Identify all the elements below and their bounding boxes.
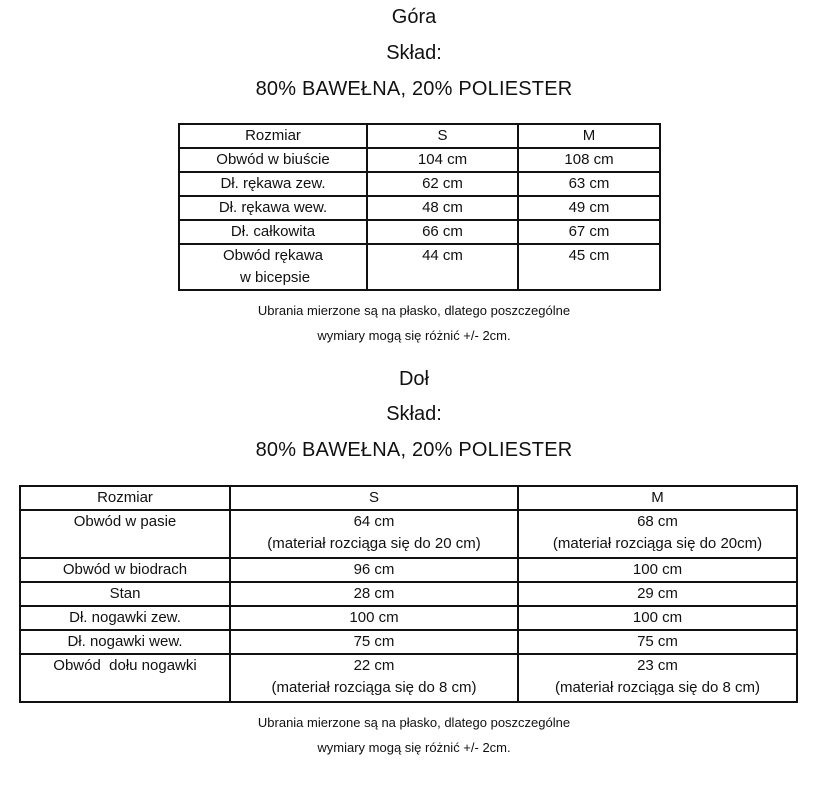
header-s: S: [230, 486, 518, 510]
row-label: Obwód w biodrach: [20, 558, 230, 582]
row-value-s: 96 cm: [230, 558, 518, 582]
row-label: Dł. rękawa zew.: [179, 172, 367, 196]
bottom-note-line2: wymiary mogą się różnić +/- 2cm.: [317, 740, 511, 755]
value-s-note: (materiał rozciąga się do 20 cm): [267, 535, 481, 552]
row-value-m: [518, 510, 797, 558]
row-label: Stan: [20, 582, 230, 606]
table-row: [179, 220, 660, 244]
row-label: [20, 654, 230, 702]
row-label-line2: w bicepsie: [235, 269, 311, 286]
row-value-s: 100 cm: [230, 606, 518, 630]
bottom-composition: 80% BAWEŁNA, 20% POLIESTER: [255, 439, 573, 461]
row-label: Dł. nogawki wew.: [20, 630, 230, 654]
row-value-m: 108 cm: [518, 148, 660, 172]
header-m: M: [518, 486, 797, 510]
bottom-title: Doł: [398, 368, 429, 390]
row-label: [179, 244, 367, 290]
row-label: Obwód w biuście: [179, 148, 367, 172]
row-value-s: 48 cm: [367, 196, 518, 220]
row-value-s: 62 cm: [367, 172, 518, 196]
row-value-s: [230, 510, 518, 558]
row-value-m: 75 cm: [518, 630, 797, 654]
value-s-note: (materiał rozciąga się do 8 cm): [271, 679, 477, 696]
row-label: Dł. całkowita: [179, 220, 367, 244]
value-s: 22 cm: [353, 657, 395, 674]
row-value-s: 28 cm: [230, 582, 518, 606]
row-value-s: 104 cm: [367, 148, 518, 172]
value-m: 23 cm: [637, 657, 678, 674]
value-m: 68 cm: [637, 513, 678, 530]
row-label: Obwód w pasie: [20, 510, 230, 558]
table-row: [20, 654, 797, 702]
row-label-text: Obwód dołu nogawki: [53, 657, 197, 674]
row-value-s: 75 cm: [230, 630, 518, 654]
row-label: Dł. nogawki zew.: [20, 606, 230, 630]
header-size: Rozmiar: [20, 486, 230, 510]
table-row: [179, 148, 660, 172]
table-row: [20, 582, 797, 606]
header-m: M: [518, 124, 660, 148]
table-header-row: [20, 486, 797, 510]
row-value-m: 100 cm: [518, 606, 797, 630]
row-label: Dł. rękawa wew.: [179, 196, 367, 220]
top-composition-label: Skład:: [386, 42, 442, 64]
bottom-note-line1: Ubrania mierzone są na płasko, dlatego poszczególne: [257, 715, 571, 730]
value-m-note: (materiał rozciąga się do 20cm): [552, 535, 763, 552]
table-row: [20, 606, 797, 630]
bottom-size-table: [19, 485, 798, 703]
row-label-line1: Obwód rękawa: [222, 247, 324, 264]
row-value-s: [230, 654, 518, 702]
table-row: [20, 510, 797, 558]
top-composition: 80% BAWEŁNA, 20% POLIESTER: [255, 78, 573, 100]
row-value-m: 67 cm: [518, 220, 660, 244]
top-note-line2: wymiary mogą się różnić +/- 2cm.: [317, 328, 511, 343]
table-row: [179, 244, 660, 290]
table-header-row: [179, 124, 660, 148]
top-title: Góra: [391, 6, 437, 28]
top-note-line1: Ubrania mierzone są na płasko, dlatego poszczególne: [257, 303, 571, 318]
header-size: Rozmiar: [179, 124, 367, 148]
header-s: S: [367, 124, 518, 148]
table-row: [179, 196, 660, 220]
row-value-m: 49 cm: [518, 196, 660, 220]
table-row: [20, 630, 797, 654]
row-value-m: 100 cm: [518, 558, 797, 582]
bottom-composition-label: Skład:: [386, 403, 442, 425]
row-value-m: 63 cm: [518, 172, 660, 196]
row-value-m: 29 cm: [518, 582, 797, 606]
row-value-s: 44 cm: [367, 244, 518, 290]
row-value-s: 66 cm: [367, 220, 518, 244]
row-value-m: 45 cm: [518, 244, 660, 290]
top-size-table: [178, 123, 661, 291]
value-s: 64 cm: [353, 513, 395, 530]
value-m-note: (materiał rozciąga się do 8 cm): [554, 679, 761, 696]
table-row: [179, 172, 660, 196]
row-value-m: [518, 654, 797, 702]
table-row: [20, 558, 797, 582]
